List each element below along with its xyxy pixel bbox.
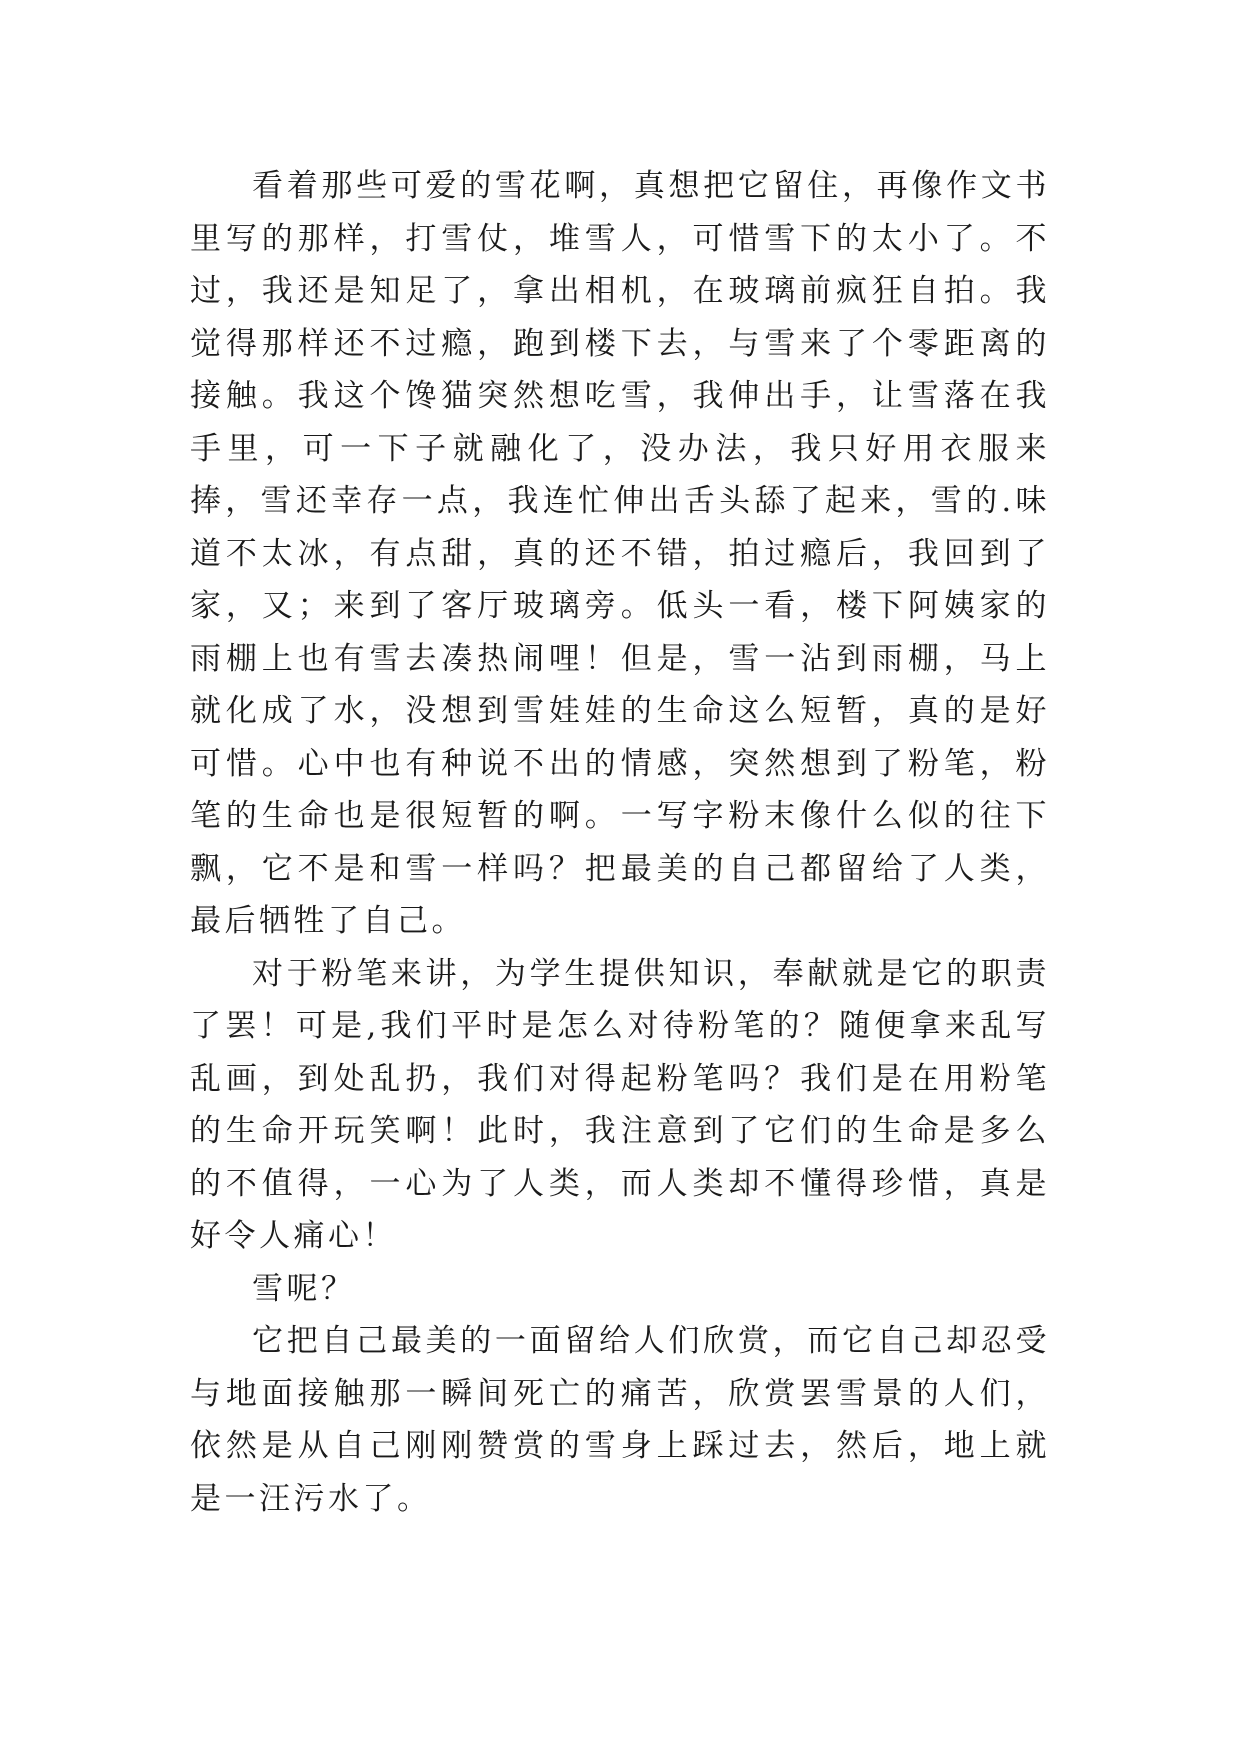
paragraph-2: 对于粉笔来讲，为学生提供知识，奉献就是它的职责了罢！可是,我们平时是怎么对待粉笔的？随便拿来乱写乱画，到处乱扔，我们对得起粉笔吗？我们是在用粉笔的生命开玩笑啊！此时，我注意到了它们的生命是多么的不值得，一心为了人类，而人类却不懂得珍惜，真是好令人痛心！ [190,955,1050,1254]
document-body [190,160,1050,1525]
paragraph-1: 看着那些可爱的雪花啊，真想把它留住，再像作文书里写的那样，打雪仗，堆雪人，可惜雪下的太小了。不过，我还是知足了，拿出相机，在玻璃前疯狂自拍。我觉得那样还不过瘾，跑到楼下去，与雪来了个零距离的接触。我这个馋猫突然想吃雪，我伸出手，让雪落在我手里，可一下子就融化了，没办法，我只好用衣服来捧，雪还幸存一点，我连忙伸出舌头舔了起来，雪的.味道不太冰，有点甜，真的还不错，拍过瘾后，我回到了家，又；来到了客厅玻璃旁。低头一看，楼下阿姨家的雨棚上也有雪去凑热闹哩！但是，雪一沾到雨棚，马上就化成了水，没想到雪娃娃的生命这么短暂，真的是好可惜。心中也有种说不出的情感，突然想到了粉笔，粉笔的生命也是很短暂的啊。一写字粉末像什么似的往下飘，它不是和雪一样吗？把最美的自己都留给了人类，最后牺牲了自己。 [190,168,1050,939]
paragraph-3: 雪呢？ [252,1270,356,1307]
paragraph-4: 它把自己最美的一面留给人们欣赏，而它自己却忍受与地面接触那一瞬间死亡的痛苦，欣赏罢雪景的人们，依然是从自己刚刚赞赏的雪身上踩过去，然后，地上就是一汪污水了。 [190,1323,1050,1517]
